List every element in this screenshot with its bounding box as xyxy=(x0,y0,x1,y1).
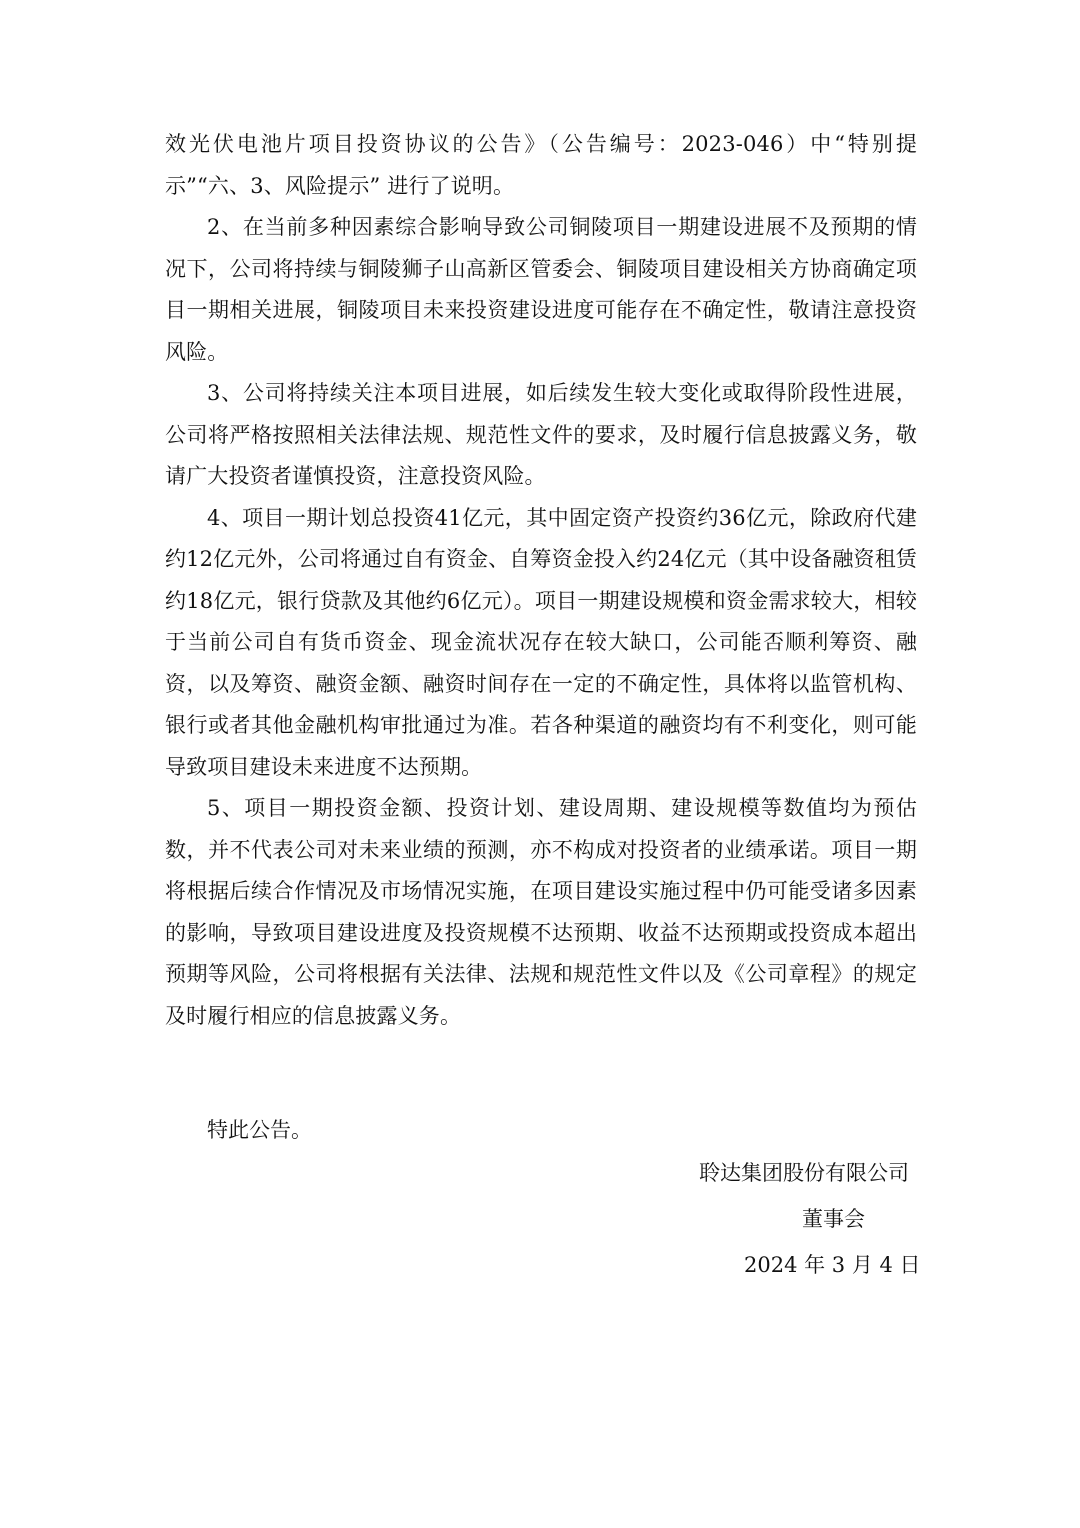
paragraph-item-3: 3、公司将持续关注本项目进展，如后续发生较大变化或取得阶段性进展，公司将严格按照相关法律法规、规范性文件的要求，及时履行信息披露义务，敬请广大投资者谨慎投资，注意投资风险。 xyxy=(165,381,917,488)
document-body xyxy=(165,124,917,1037)
paragraph-item-2: 2、在当前多种因素综合影响导致公司铜陵项目一期建设进展不及预期的情况下，公司将持续与铜陵狮子山高新区管委会、铜陵项目建设相关方协商确定项目一期相关进展，铜陵项目未来投资建设进度可能存在不确定性，敬请注意投资风险。 xyxy=(165,215,917,364)
signature-board: 董事会 xyxy=(802,1207,865,1231)
paragraph-continued: 效光伏电池片项目投资协议的公告》（公告编号：2023-046）中“特别提示”“六、3、风险提示” 进行了说明。 xyxy=(165,132,917,198)
paragraph-item-5: 5、项目一期投资金额、投资计划、建设周期、建设规模等数值均为预估数，并不代表公司对未来业绩的预测，亦不构成对投资者的业绩承诺。项目一期将根据后续合作情况及市场情况实施，在项目建设实施过程中仍可能受诸多因素的影响，导致项目建设进度及投资规模不达预期、收益不达预期或投资成本超出预期等风险，公司将根据有关法律、法规和规范性文件以及《公司章程》的规定及时履行相应的信息披露义务。 xyxy=(165,796,917,1028)
signature-company: 聆达集团股份有限公司 xyxy=(699,1161,909,1185)
signature-date: 2024 年 3 月 4 日 xyxy=(744,1253,921,1277)
signature-block xyxy=(0,1153,1080,1293)
paragraph-item-4: 4、项目一期计划总投资41亿元，其中固定资产投资约36亿元，除政府代建约12亿元外，公司将通过自有资金、自筹资金投入约24亿元（其中设备融资租赁约18亿元，银行贷款及其他约6亿元）。项目一期建设规模和资金需求较大，相较于当前公司自有货币资金、现金流状况存在较大缺口，公司能否顺利筹资、融资，以及筹资、融资金额、融资时间存在一定的不确定性，具体将以监管机构、银行或者其他金融机构审批通过为准。若各种渠道的融资均有不利变化，则可能导致项目建设未来进度不达预期。 xyxy=(165,505,917,779)
closing-statement: 特此公告。 xyxy=(207,1118,312,1142)
